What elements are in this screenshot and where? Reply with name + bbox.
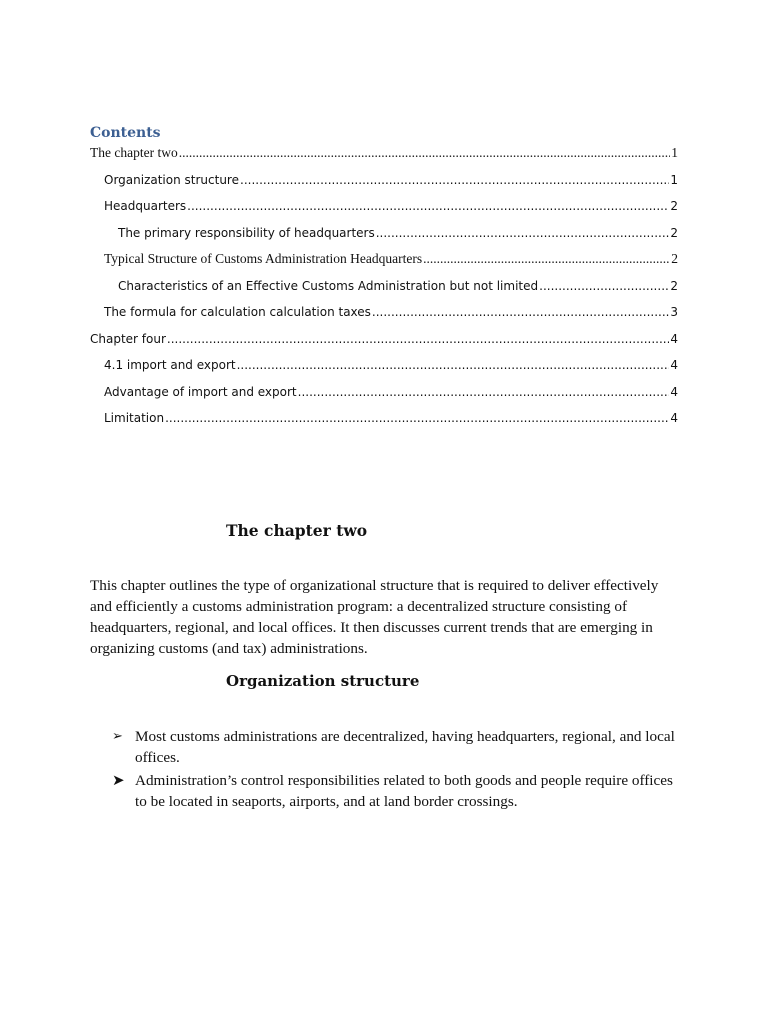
toc-entry[interactable] — [90, 250, 680, 268]
chapter-intro-paragraph: This chapter outlines the type of organizational structure that is required to deliver effectively and efficiently a customs administration program: a decentralized structure consisting of headquarters, regional, and local offices. It then discusses current trends that are emerging in organizing customs (and tax) administrations. — [90, 577, 659, 657]
toc-entry[interactable] — [90, 383, 680, 401]
toc-page-number: 2 — [671, 251, 678, 266]
toc-entry-label: Typical Structure of Customs Administration Headquarters — [104, 251, 423, 266]
toc-entry-label: The primary responsibility of headquarters — [118, 225, 375, 240]
list-item-text: Most customs administrations are decentralized, having headquarters, regional, and local offices. — [135, 728, 675, 766]
toc-dot-leader — [165, 409, 669, 427]
toc-dot-leader — [167, 330, 669, 348]
toc-entry[interactable] — [90, 409, 680, 427]
list-item-text: Administration’s control responsibilities related to both goods and people require offices to be located in seaports, airports, and at land border crossings. — [135, 772, 673, 810]
toc-title: Contents — [90, 125, 161, 141]
toc-dot-leader — [372, 303, 669, 321]
toc-entry-label: Headquarters — [104, 199, 187, 213]
toc-entry[interactable] — [90, 224, 680, 242]
toc-dot-leader — [179, 144, 671, 162]
list-item — [112, 726, 682, 768]
toc-page-number: 4 — [670, 331, 678, 346]
toc-dot-leader — [187, 197, 669, 215]
toc-page-number: 2 — [670, 278, 678, 293]
toc-entry[interactable] — [90, 303, 680, 321]
toc-entry[interactable] — [90, 330, 680, 348]
toc-page-number: 4 — [670, 411, 678, 425]
toc-entry[interactable] — [90, 356, 680, 374]
toc-page-number: 4 — [670, 358, 678, 372]
toc-entry-label: Organization structure — [104, 172, 239, 187]
toc-page-number: 4 — [670, 384, 678, 399]
toc-entry[interactable] — [90, 144, 680, 162]
toc-entry-label: Limitation — [104, 411, 165, 425]
toc-entry-label: The formula for calculation calculation taxes — [104, 305, 371, 319]
toc-dot-leader — [298, 383, 670, 401]
list-item — [112, 770, 682, 812]
section-heading: Organization structure — [226, 672, 420, 690]
toc-page-number: 1 — [671, 145, 678, 160]
toc-entry[interactable] — [90, 277, 680, 295]
toc-entry-label: Characteristics of an Effective Customs Administration but not limited — [118, 278, 539, 293]
toc-dot-leader — [423, 250, 670, 268]
toc-entry[interactable] — [90, 197, 680, 215]
toc-page-number: 3 — [670, 305, 678, 319]
toc-dot-leader — [376, 224, 670, 242]
toc-dot-leader — [237, 356, 670, 374]
toc-dot-leader — [539, 277, 669, 295]
toc-page-number: 1 — [670, 172, 678, 187]
toc-dot-leader — [240, 171, 669, 189]
toc-page-number: 2 — [670, 199, 678, 213]
toc-entry[interactable] — [90, 171, 680, 189]
toc-page-number: 2 — [670, 225, 678, 240]
toc-entry-label: 4.1 import and export — [104, 358, 236, 372]
chapter-heading: The chapter two — [226, 521, 368, 540]
toc-entry-label: Chapter four — [90, 331, 166, 346]
toc-entry-label: Advantage of import and export — [104, 384, 297, 399]
arrowhead-bullet-icon: ➢ — [112, 729, 123, 744]
toc-entry-label: The chapter two — [90, 145, 178, 160]
arrowhead-bullet-icon: ➤ — [112, 771, 125, 789]
bullet-list — [112, 726, 682, 814]
